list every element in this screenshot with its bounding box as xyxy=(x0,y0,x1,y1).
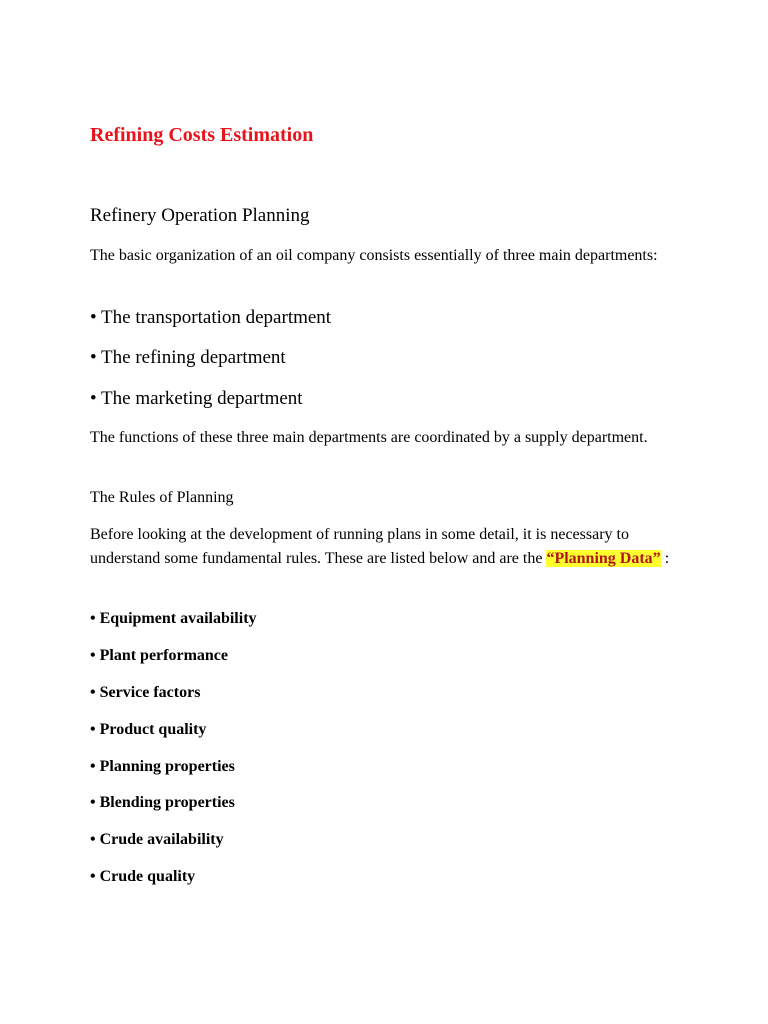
document-title: Refining Costs Estimation xyxy=(90,124,314,146)
department-item-refining: • The refining department xyxy=(90,347,286,368)
planning-item-service-factors: • Service factors xyxy=(90,684,201,701)
planning-data-highlight: “Planning Data” xyxy=(546,550,661,567)
planning-item-equipment-availability: • Equipment availability xyxy=(90,610,257,627)
rules-paragraph-tail: : xyxy=(660,550,670,567)
intro-paragraph: The basic organization of an oil company consists essentially of three main departments: xyxy=(90,247,658,264)
planning-item-blending-properties: • Blending properties xyxy=(90,794,235,811)
planning-item-crude-availability: • Crude availability xyxy=(90,831,224,848)
planning-item-plant-performance: • Plant performance xyxy=(90,647,229,664)
rules-paragraph-text: Before looking at the development of running plans in some detail, it is necessary to understand some fundamental rules. These are listed below and are the xyxy=(90,526,629,567)
functions-paragraph: The functions of these three main departments are coordinated by a supply department. xyxy=(90,429,648,446)
planning-item-crude-quality: • Crude quality xyxy=(90,868,196,885)
rules-paragraph xyxy=(90,523,680,571)
section-heading: Refinery Operation Planning xyxy=(90,205,310,226)
department-item-marketing: • The marketing department xyxy=(90,388,303,409)
planning-item-planning-properties: • Planning properties xyxy=(90,758,235,775)
document-page xyxy=(90,0,690,1024)
department-item-transportation: • The transportation department xyxy=(90,307,332,328)
planning-item-product-quality: • Product quality xyxy=(90,721,207,738)
rules-heading: The Rules of Planning xyxy=(90,489,234,506)
